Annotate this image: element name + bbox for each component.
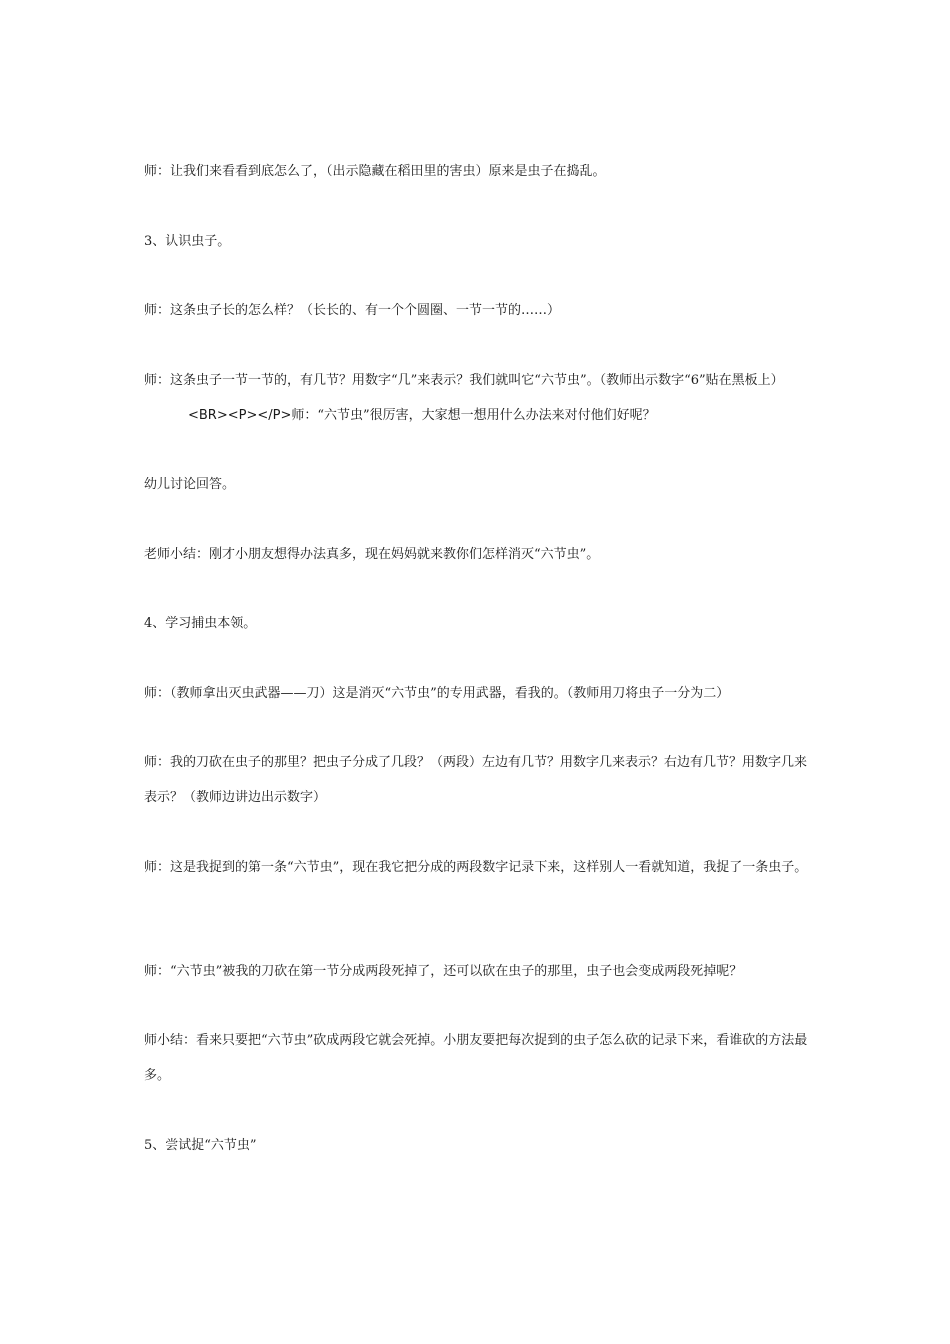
paragraph-12: 师小结：看来只要把“六节虫”砍成两段它就会死掉。小朋友要把每次捉到的虫子怎么砍的记录下来，看谁砍的方法最多。	[144, 1033, 808, 1083]
paragraph-3: 师：这条虫子长的怎么样？（长长的、有一个个圆圈、一节一节的……）	[144, 303, 561, 318]
section-heading-5: 5、尝试捉“六节虫”	[144, 1138, 257, 1153]
paragraph-10: 师：这是我捉到的第一条“六节虫”，现在我它把分成的两段数字记录下来，这样别人一看就知道，我捉了一条虫子。	[144, 860, 808, 875]
paragraph-5: 幼儿讨论回答。	[144, 477, 236, 492]
paragraph-8: 师：（教师拿出灭虫武器——刀）这是消灭“六节虫”的专用武器，看我的。（教师用刀将虫子一分为二）	[144, 686, 730, 701]
section-heading-3: 3、认识虫子。	[144, 234, 231, 249]
paragraph-4	[144, 363, 812, 433]
paragraph-6: 老师小结：刚才小朋友想得办法真多，现在妈妈就来教你们怎样消灭“六节虫”。	[144, 547, 600, 562]
paragraph-11: 师：“六节虫”被我的刀砍在第一节分成两段死掉了，还可以砍在虫子的那里，虫子也会变成两段死掉呢？	[144, 964, 743, 979]
paragraph-4-text: 师：这条虫子一节一节的，有几节？用数字“几”来表示？我们就叫它“六节虫”。（教师出示数字“6”贴在黑板上）	[144, 373, 784, 388]
paragraph-9: 师：我的刀砍在虫子的那里？把虫子分成了几段？（两段）左边有几节？用数字几来表示？右边有几节？用数字几来表示？（教师边讲边出示数字）	[144, 755, 808, 805]
raw-html-tags: <BR><P></P>	[188, 408, 292, 423]
section-heading-4: 4、学习捕虫本领。	[144, 616, 257, 631]
paragraph-1: 师：让我们来看看到底怎么了，（出示隐藏在稻田里的害虫）原来是虫子在捣乱。	[144, 164, 606, 179]
paragraph-4-continued: 师：“六节虫”很厉害，大家想一想用什么办法来对付他们好呢？	[291, 408, 656, 423]
